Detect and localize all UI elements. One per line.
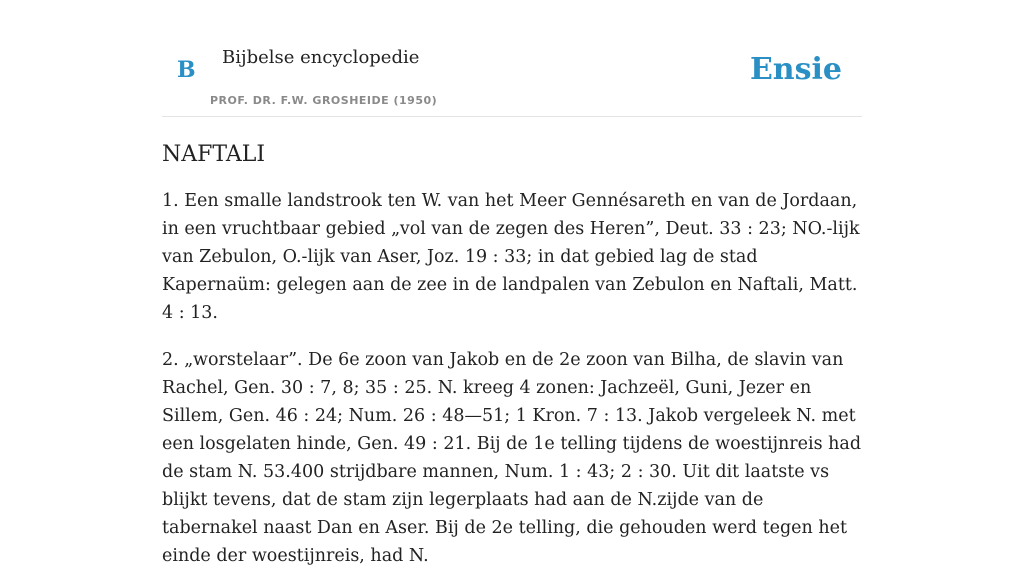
article-paragraph: 1. Een smalle landstrook ten W. van het Meer Gennésareth en van de Jordaan, in een vruchtbaar gebied „vol van de zegen des Heren”, Deut. 33 : 23; NO.-lijk van Zebulon, O.-lijk van Aser, Joz. 19 : 33; in dat gebied lag de stad Kapernaüm: gelegen aan de zee in de landpalen van Zebulon en Naftali, Matt. 4 : 13. xyxy=(162,191,860,323)
ensie-logo[interactable]: Ensie xyxy=(749,52,842,87)
article-paragraph: 2. „worstelaar”. De 6e zoon van Jakob en de 2e zoon van Bilha, de slavin van Rachel, Gen. 30 : 7, 8; 35 : 25. N. kreeg 4 zonen: Jachzeël, Guni, Jezer en Sillem, Gen. 46 : 24; Num. 26 : 48—51; 1 Kron. 7 : 13. Jakob vergeleek N. met een losgelaten hinde, Gen. 49 : 21. Bij de 1e telling tijdens de woestijnreis had de stam N. 53.400 strijdbare mannen, Num. 1 : 43; 2 : 30. Uit dit laatste vs blijkt tevens, dat de stam zijn legerplaats had aan de N.zijde van de tabernakel naast Dan en Aser. Bij de 2e telling, die gehouden werd tegen het einde der woestijnreis, had N. xyxy=(162,350,862,566)
book-badge[interactable]: B xyxy=(177,57,196,83)
article-title: NAFTALI xyxy=(162,142,266,167)
header xyxy=(162,0,862,117)
article xyxy=(162,136,862,570)
book-title[interactable]: Bijbelse encyclopedie xyxy=(222,47,420,68)
book-author: PROF. DR. F.W. GROSHEIDE (1950) xyxy=(210,94,438,107)
